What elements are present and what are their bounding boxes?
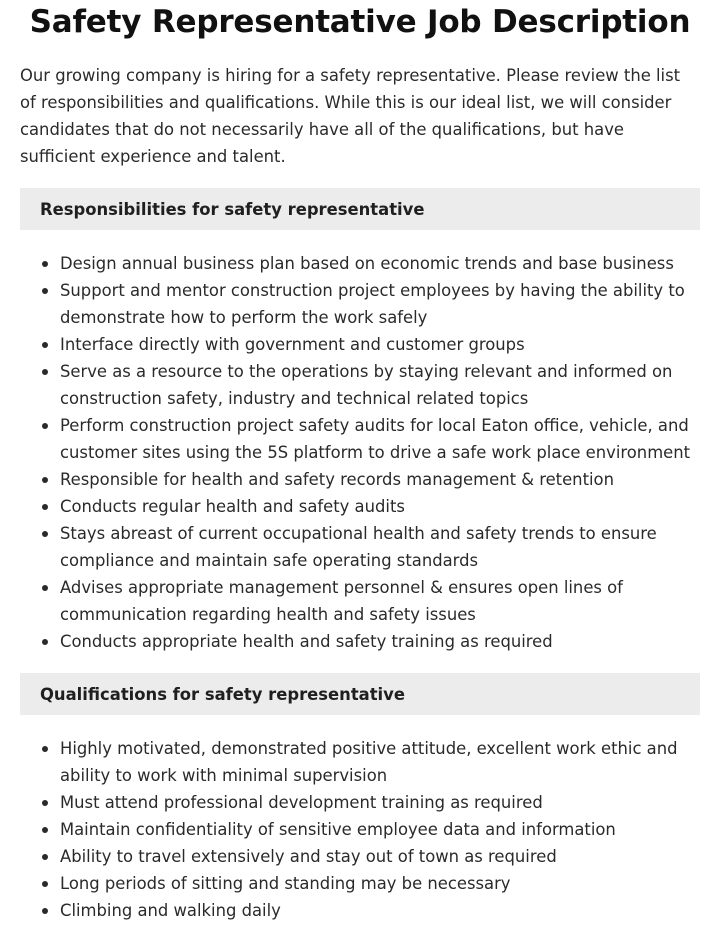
- list-item: Stays abreast of current occupational health and safety trends to ensure compliance and maintain safe operating standards: [60, 520, 700, 574]
- list-item: Ability to travel extensively and stay out of town as required: [60, 843, 700, 870]
- qualifications-heading: Qualifications for safety representative: [20, 673, 700, 715]
- page-title: Safety Representative Job Description: [29, 4, 691, 40]
- list-item: Must attend professional development training as required: [60, 789, 700, 816]
- list-item: Long periods of sitting and standing may be necessary: [60, 870, 700, 897]
- list-item: Perform construction project safety audits for local Eaton office, vehicle, and customer sites using the 5S platform to drive a safe work place environment: [60, 412, 700, 466]
- list-item: Highly motivated, demonstrated positive attitude, excellent work ethic and ability to work with minimal supervision: [60, 735, 700, 789]
- list-item: Advises appropriate management personnel & ensures open lines of communication regarding health and safety issues: [60, 574, 700, 628]
- list-item: Serve as a resource to the operations by staying relevant and informed on construction safety, industry and technical related topics: [60, 358, 700, 412]
- list-item: Interface directly with government and customer groups: [60, 331, 700, 358]
- list-item: Maintain confidentiality of sensitive employee data and information: [60, 816, 700, 843]
- responsibilities-heading: Responsibilities for safety representative: [20, 188, 700, 230]
- list-item: Conducts regular health and safety audits: [60, 493, 700, 520]
- list-item: Design annual business plan based on economic trends and base business: [60, 250, 700, 277]
- list-item: Climbing and walking daily: [60, 897, 700, 924]
- list-item: Responsible for health and safety records management & retention: [60, 466, 700, 493]
- list-item: Conducts appropriate health and safety training as required: [60, 628, 700, 655]
- intro-paragraph: Our growing company is hiring for a safety representative. Please review the list of responsibilities and qualifications. While this is our ideal list, we will consider candidates that do not necessarily have all of the qualifications, but have sufficient experience and talent.: [20, 66, 681, 166]
- responsibilities-list: [20, 250, 700, 655]
- qualifications-list: [20, 735, 700, 924]
- list-item: Support and mentor construction project employees by having the ability to demonstrate how to perform the work safely: [60, 277, 700, 331]
